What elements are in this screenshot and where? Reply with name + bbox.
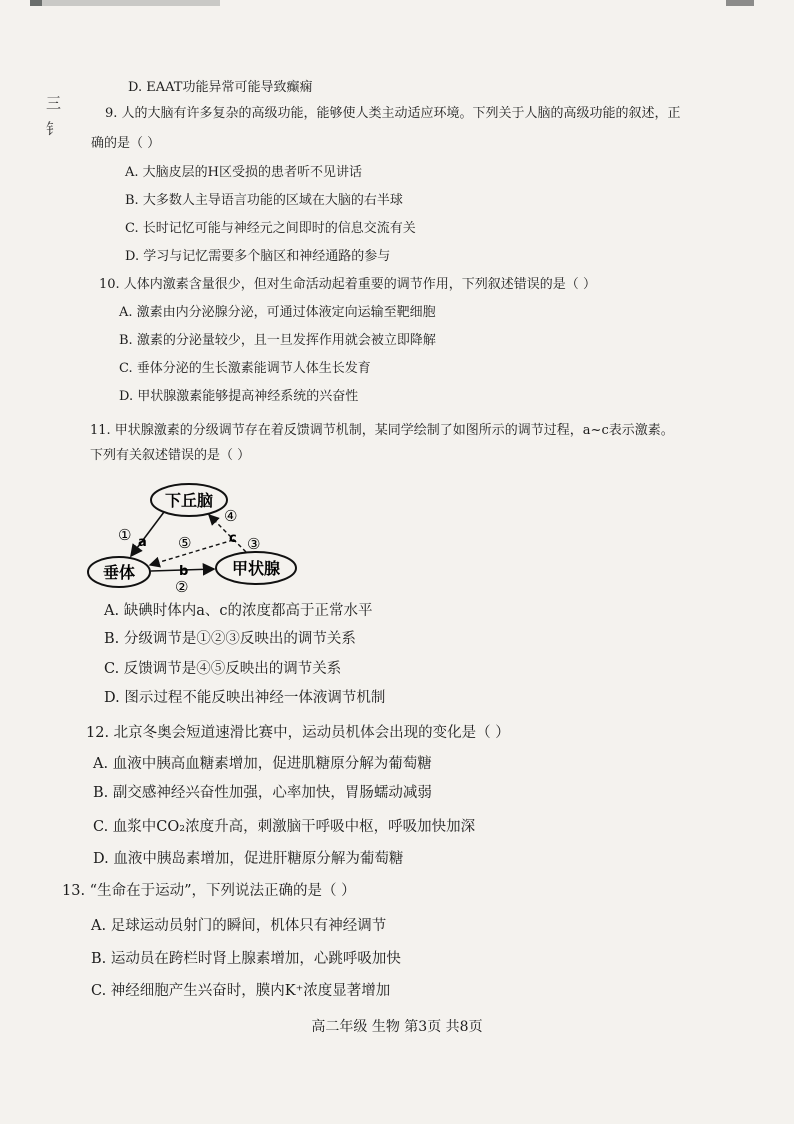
hypothalamus-node <box>151 484 227 516</box>
question-line-q11-stem-2: 下列有关叙述错误的是（ ） <box>90 448 251 463</box>
page-footer: 高二年级 生物 第3页 共8页 <box>311 1019 483 1035</box>
question-line-q12-d: D. 血液中胰岛素增加，促进肝糖原分解为葡萄糖 <box>93 851 404 867</box>
question-line-q11-stem-1: 11. 甲状腺激素的分级调节存在着反馈调节机制，某同学绘制了如图所示的调节过程，a~c表示激素。 <box>90 423 674 438</box>
question-line-q13-stem: 13. “生命在于运动”，下列说法正确的是（ ） <box>62 883 356 899</box>
label-3: ③ <box>247 535 261 553</box>
question-line-q9-stem-2: 确的是（ ） <box>91 136 161 151</box>
question-line-q13-b: B. 运动员在跨栏时肾上腺素增加，心跳呼吸加快 <box>91 951 401 967</box>
question-line-q9-d: D. 学习与记忆需要多个脑区和神经通路的参与 <box>125 249 391 264</box>
question-line-q12-stem: 12. 北京冬奥会短道速滑比赛中，运动员机体会出现的变化是（ ） <box>86 725 510 741</box>
label-4: ④ <box>224 507 238 525</box>
question-line-q12-c: C. 血浆中CO₂浓度升高，刺激脑干呼吸中枢，呼吸加快加深 <box>93 819 476 835</box>
question-line-q10-b: B. 激素的分泌量较少，且一旦发挥作用就会被立即降解 <box>119 333 436 348</box>
margin-mark-1: 三 <box>46 94 62 112</box>
hormone-b-label: b <box>179 564 189 579</box>
margin-mark-2: 钅 <box>46 120 62 138</box>
question-line-q9-c: C. 长时记忆可能与神经元之间即时的信息交流有关 <box>125 221 416 236</box>
label-1: ① <box>118 526 132 544</box>
question-line-q11-a: A. 缺碘时体内a、c的浓度都高于正常水平 <box>104 603 373 619</box>
label-2: ② <box>175 578 189 596</box>
question-line-q9-a: A. 大脑皮层的H区受损的患者听不见讲话 <box>125 165 362 180</box>
label-5: ⑤ <box>178 534 192 552</box>
question-line-q11-d: D. 图示过程不能反映出神经一体液调节机制 <box>104 690 386 706</box>
question-line-q10-stem: 10. 人体内激素含量很少，但对生命活动起着重要的调节作用，下列叙述错误的是（ ） <box>99 277 596 292</box>
question-line-q11-b: B. 分级调节是①②③反映出的调节关系 <box>104 631 356 647</box>
question-line-q9-b: B. 大多数人主导语言功能的区域在大脑的右半球 <box>125 193 403 208</box>
arrow-1-hypothalamus-to-pituitary <box>131 512 164 556</box>
question-line-q13-a: A. 足球运动员射门的瞬间，机体只有神经调节 <box>91 918 387 934</box>
question-line-q10-d: D. 甲状腺激素能够提高神经系统的兴奋性 <box>119 389 359 404</box>
question-line-q11-c: C. 反馈调节是④⑤反映出的调节关系 <box>104 661 342 677</box>
question-line-q10-c: C. 垂体分泌的生长激素能调节人体生长发育 <box>119 361 371 376</box>
question-line-q9-stem-1: 9. 人的大脑有许多复杂的高级功能，能够使人类主动适应环境。下列关于人脑的高级功能的叙述，正 <box>105 106 681 121</box>
hypothalamus-label: 下丘脑 <box>164 491 214 510</box>
question-line-q8-d: D. EAAT功能异常可能导致癫痫 <box>128 80 313 95</box>
pituitary-label: 垂体 <box>102 563 136 582</box>
hormone-a-label: a <box>138 535 147 550</box>
thyroid-node <box>216 552 296 584</box>
hormone-c-label: c <box>229 531 237 546</box>
pituitary-node <box>88 557 150 587</box>
thyroid-label: 甲状腺 <box>231 559 281 578</box>
question-line-q13-c: C. 神经细胞产生兴奋时，膜内K⁺浓度显著增加 <box>91 983 391 999</box>
question-line-q10-a: A. 激素由内分泌腺分泌，可通过体液定向运输至靶细胞 <box>119 305 436 320</box>
question-line-q12-a: A. 血液中胰高血糖素增加，促进肌糖原分解为葡萄糖 <box>93 756 432 772</box>
question-line-q12-b: B. 副交感神经兴奋性加强，心率加快，胃肠蠕动减弱 <box>93 785 432 801</box>
